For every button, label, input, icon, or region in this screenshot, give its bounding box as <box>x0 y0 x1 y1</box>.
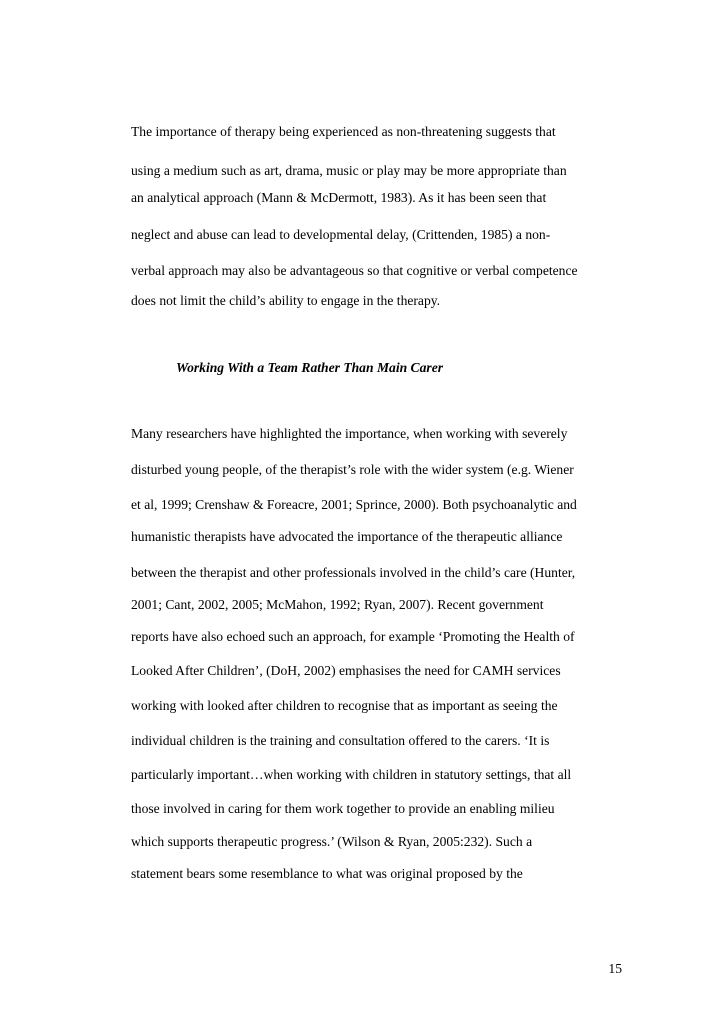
text-line: statement bears some resemblance to what was original proposed by the <box>131 866 523 881</box>
text-line: working with looked after children to recognise that as important as seeing the <box>131 698 558 713</box>
text-line: Many researchers have highlighted the importance, when working with severely <box>131 426 568 441</box>
text-line: humanistic therapists have advocated the importance of the therapeutic alliance <box>131 529 563 544</box>
text-line: disturbed young people, of the therapist’s role with the wider system (e.g. Wiener <box>131 462 574 477</box>
text-line: particularly important…when working with children in statutory settings, that all <box>131 767 572 782</box>
text-line: Looked After Children’, (DoH, 2002) emphasises the need for CAMH services <box>131 663 561 678</box>
text-line: which supports therapeutic progress.’ (Wilson & Ryan, 2005:232). Such a <box>131 834 533 849</box>
text-line: between the therapist and other professionals involved in the child’s care (Hunter, <box>131 565 576 580</box>
text-line: individual children is the training and consultation offered to the carers. ‘It is <box>131 733 550 748</box>
page-number: 15 <box>608 961 622 976</box>
section-heading: Working With a Team Rather Than Main Carer <box>176 360 444 375</box>
text-line: using a medium such as art, drama, music or play may be more appropriate than <box>131 163 567 178</box>
text-line: reports have also echoed such an approach, for example ‘Promoting the Health of <box>131 629 575 644</box>
text-line: does not limit the child’s ability to engage in the therapy. <box>131 293 441 308</box>
text-line: verbal approach may also be advantageous so that cognitive or verbal competence <box>131 263 578 278</box>
text-line: The importance of therapy being experienced as non-threatening suggests that <box>131 124 556 139</box>
text-line: an analytical approach (Mann & McDermott, 1983). As it has been seen that <box>131 190 547 205</box>
text-line: neglect and abuse can lead to developmental delay, (Crittenden, 1985) a non- <box>131 227 551 242</box>
text-line: et al, 1999; Crenshaw & Foreacre, 2001; Sprince, 2000). Both psychoanalytic and <box>131 497 577 512</box>
text-line: 2001; Cant, 2002, 2005; McMahon, 1992; Ryan, 2007). Recent government <box>131 597 544 612</box>
text-line: those involved in caring for them work together to provide an enabling milieu <box>131 801 555 816</box>
